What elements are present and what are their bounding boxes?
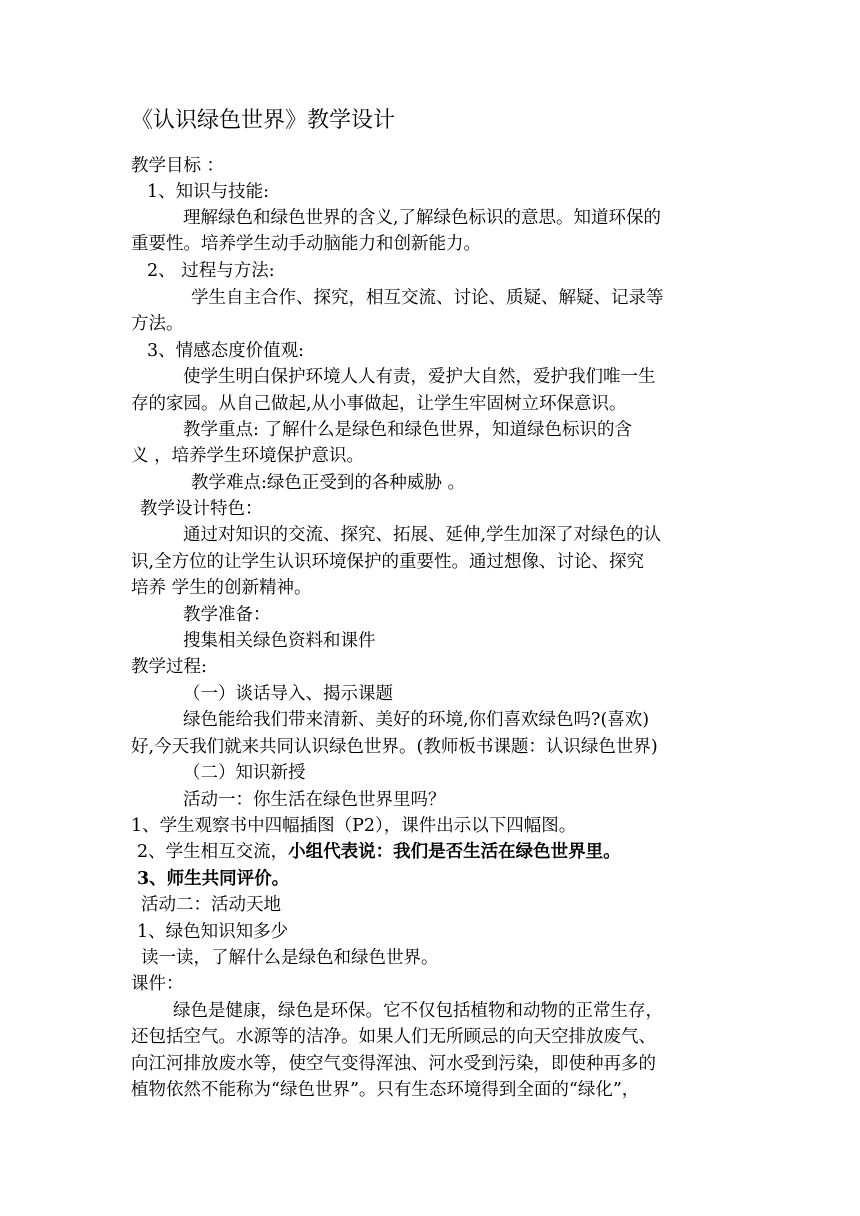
activity-2-read: 读一读，了解什么是绿色和绿色世界。 bbox=[141, 948, 439, 968]
activity-1-item: 3、师生共同评价。 bbox=[137, 869, 290, 889]
paragraph-line: 方法。 bbox=[131, 314, 184, 334]
activity-2-heading: 活动二：活动天地 bbox=[141, 895, 281, 915]
process-heading: 教学过程: bbox=[131, 657, 207, 677]
difficulty-line: 教学难点:绿色正受到的各种威胁 。 bbox=[191, 473, 465, 493]
activity-2-item: 1、绿色知识知多少 bbox=[137, 922, 289, 942]
features-heading: 教学设计特色： bbox=[140, 499, 263, 519]
paragraph-line: 还包括空气。水源等的洁净。如果人们无所顾忌的向天空排放废气、 bbox=[131, 1027, 656, 1047]
courseware-label: 课件： bbox=[131, 974, 184, 994]
preparation-text: 搜集相关绿色资料和课件 bbox=[183, 631, 376, 651]
paragraph-line: 学生自主合作、探究，相互交流、讨论、质疑、解疑、记录等 bbox=[191, 288, 664, 308]
section-1-heading: （一）谈话导入、揭示课题 bbox=[183, 684, 393, 704]
key-points-line: 义 ，培养学生环境保护意识。 bbox=[131, 446, 365, 466]
preparation-heading: 教学准备： bbox=[183, 605, 271, 625]
section-2-heading: （二）知识新授 bbox=[183, 763, 306, 783]
item-bold-text: 小组代表说：我们是否生活在绿色世界里。 bbox=[288, 842, 621, 862]
goal-2-heading: 2、 过程与方法: bbox=[147, 261, 275, 281]
goals-heading: 教学目标 ： bbox=[131, 156, 225, 176]
paragraph-line: 理解绿色和绿色世界的含义,了解绿色标识的意思。知道环保的 bbox=[183, 208, 662, 228]
activity-1-item: 1、学生观察书中四幅插图（P2），课件出示以下四幅图。 bbox=[131, 816, 577, 836]
paragraph-line: 存的家园。从自己做起,从小事做起，让学生牢固树立环保意识。 bbox=[131, 394, 627, 414]
paragraph-line: 重要性。培养学生动手动脑能力和创新能力。 bbox=[131, 234, 481, 254]
paragraph-line: 绿色能给我们带来清新、美好的环境,你们喜欢绿色吗?(喜欢) bbox=[183, 710, 650, 730]
activity-1-item bbox=[137, 840, 621, 864]
paragraph-line: 培养 学生的创新精神。 bbox=[131, 578, 312, 598]
paragraph-line: 使学生明白保护环境人人有责，爱护大自然，爱护我们唯一生 bbox=[183, 367, 656, 387]
paragraph-line: 向江河排放废水等，使空气变得浑浊、河水受到污染，即使种再多的 bbox=[131, 1054, 656, 1074]
goal-3-heading: 3、情感态度价值观: bbox=[147, 341, 305, 361]
activity-1-heading: 活动一：你生活在绿色世界里吗？ bbox=[183, 790, 446, 810]
item-plain-text: 2、学生相互交流， bbox=[137, 842, 289, 862]
paragraph-line: 识,全方位的让学生认识环境保护的重要性。通过想像、讨论、探究 bbox=[131, 552, 645, 572]
document-title: 《认识绿色世界》教学设计 bbox=[131, 108, 396, 133]
paragraph-line: 通过对知识的交流、探究、拓展、延伸,学生加深了对绿色的认 bbox=[183, 525, 662, 545]
goal-1-heading: 1、知识与技能: bbox=[147, 182, 270, 202]
paragraph-line: 绿色是健康，绿色是环保。它不仅包括植物和动物的正常生存， bbox=[173, 1001, 663, 1021]
paragraph-line: 好,今天我们就来共同认识绿色世界。(教师板书课题：认识绿色世界) bbox=[131, 737, 658, 757]
paragraph-line: 植物依然不能称为“绿色世界”。只有生态环境得到全面的“绿化”， bbox=[131, 1080, 640, 1100]
key-points-line: 教学重点: 了解什么是绿色和绿色世界，知道绿色标识的含 bbox=[183, 420, 632, 440]
